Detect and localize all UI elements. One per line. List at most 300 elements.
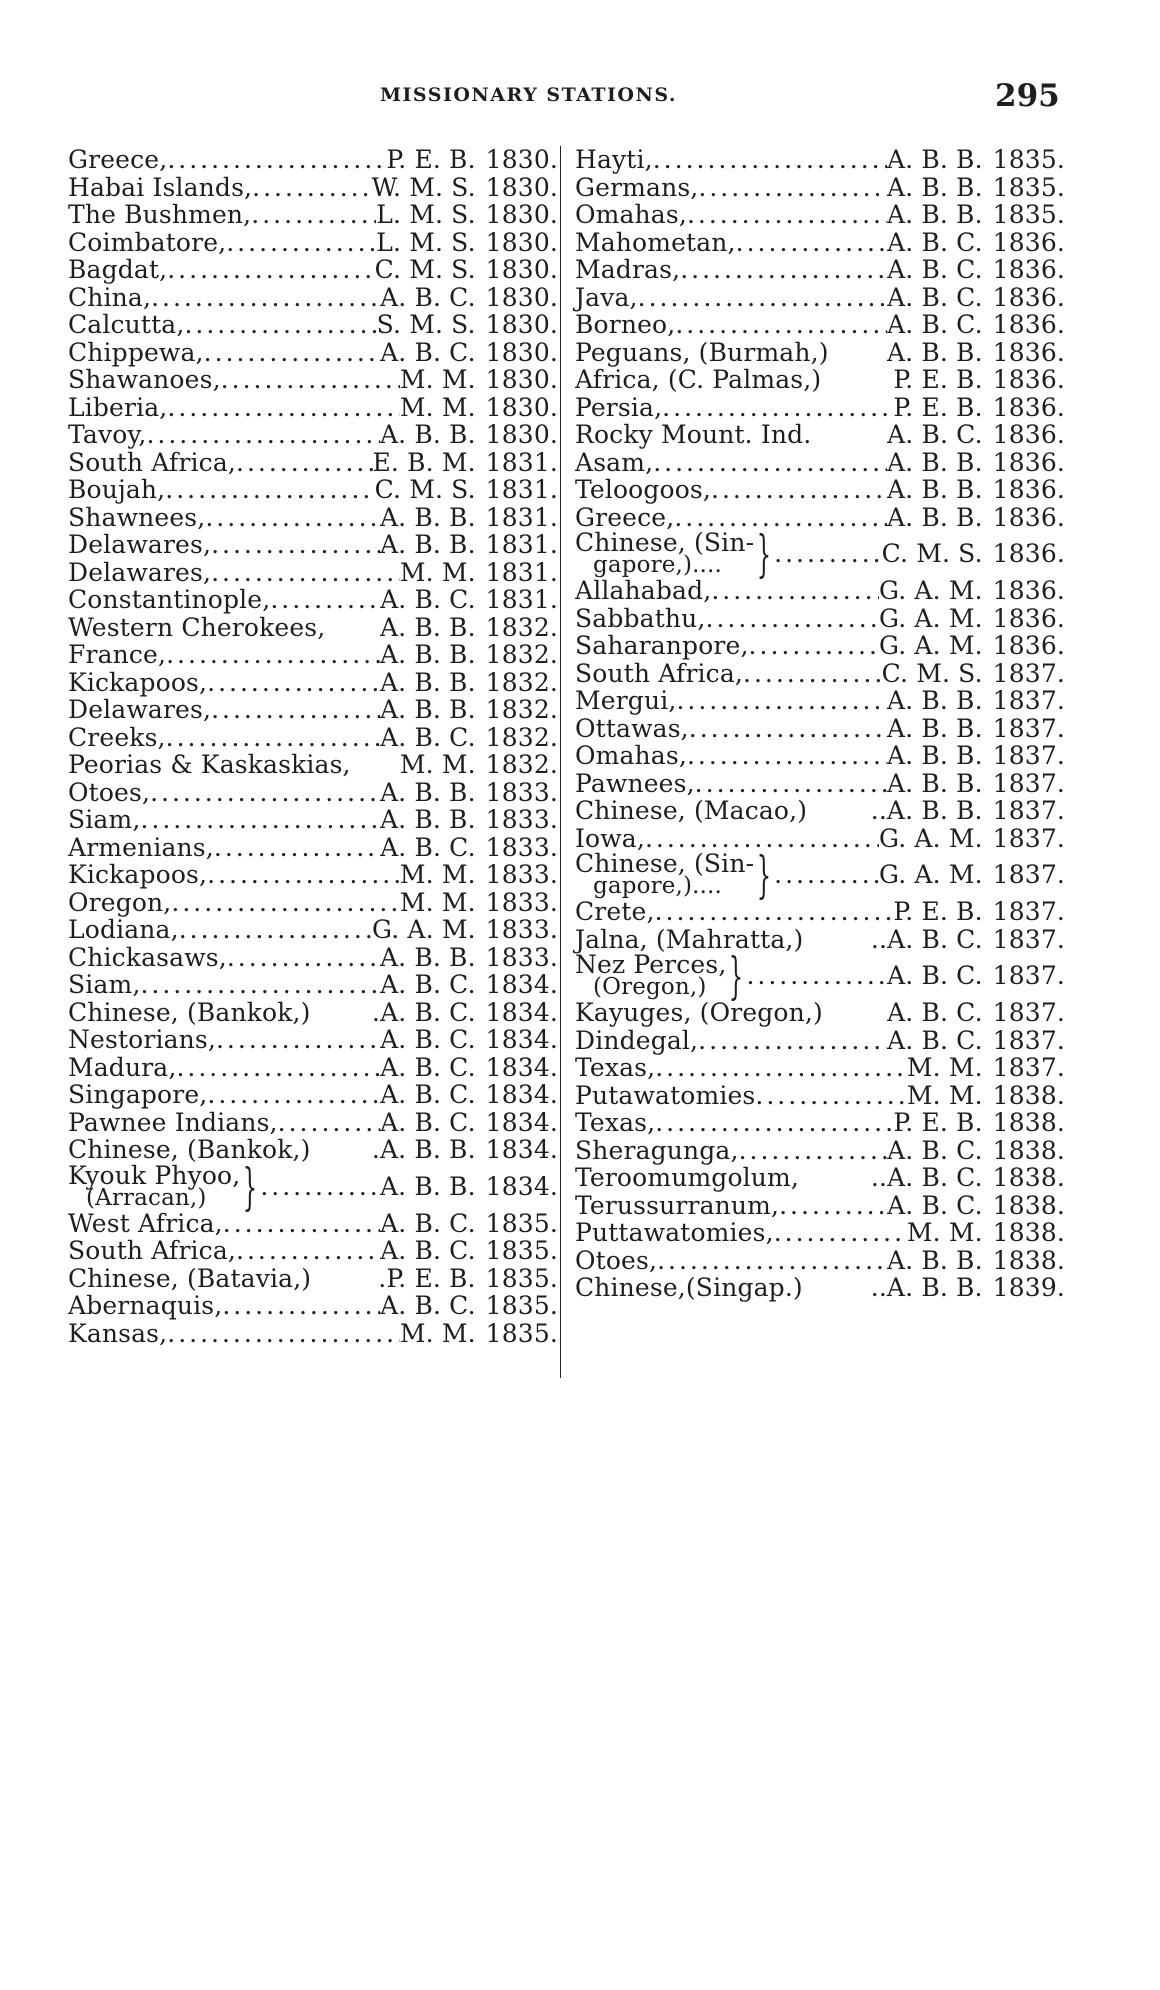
station-name: Allahabad, (575, 576, 712, 605)
station-entry (575, 742, 1065, 770)
year: 1836. (992, 603, 1065, 633)
station-entry (575, 605, 1065, 633)
station-name: Hayti, (575, 145, 653, 174)
year: 1833. (485, 887, 558, 917)
year: 1830. (485, 337, 558, 367)
society-code: A. B. C. (380, 337, 476, 367)
dot-leader (167, 146, 386, 174)
dot-leader (711, 577, 879, 605)
society-code: A. B. B. (886, 337, 983, 367)
station-entry (68, 559, 558, 587)
society-code: W. M. S. (371, 172, 476, 202)
station-entry (68, 751, 558, 779)
station-name: The Bushmen, (68, 200, 252, 229)
station-entry (68, 201, 558, 229)
station-entry (575, 1219, 1065, 1247)
society-code: A. B. B. (379, 640, 476, 669)
society-code: .P. E. B. (378, 1263, 476, 1293)
dot-leader (167, 394, 399, 422)
left-column (68, 146, 558, 1347)
station-name: Sheragunga, (575, 1135, 739, 1165)
dot-leader (680, 256, 887, 284)
dot-leader (260, 1173, 380, 1201)
year: 1834. (485, 1107, 558, 1137)
year: 1835. (992, 145, 1065, 174)
year: 1836. (992, 631, 1065, 660)
station-name: Constantinople, (68, 585, 271, 614)
year: 1838. (992, 1135, 1065, 1165)
society-code: A. B. B. (379, 1171, 476, 1201)
station-entry (575, 1274, 1065, 1302)
dot-leader (167, 1320, 400, 1348)
year: 1832. (485, 640, 558, 669)
society-code: M. M. (399, 365, 476, 394)
station-name: Puttawatomies, (575, 1218, 774, 1247)
station-name: Liberia, (68, 392, 168, 422)
dot-leader (638, 284, 887, 312)
society-code: ..A. B. C. (870, 924, 983, 954)
year: 1836. (992, 337, 1065, 367)
station-entry (68, 1292, 558, 1320)
station-name (575, 950, 727, 1000)
society-code: G. A. M. (879, 631, 983, 660)
station-name: France, (68, 640, 167, 669)
station-entry (68, 586, 558, 614)
year: 1837. (992, 796, 1065, 825)
station-entry (575, 146, 1065, 174)
society-code: C. M. S. (374, 255, 476, 284)
dot-leader (205, 504, 380, 532)
year: 1833. (485, 832, 558, 862)
station-entry (68, 476, 558, 504)
station-entry (68, 806, 558, 834)
station-entry (575, 825, 1065, 853)
year: 1834. (485, 1171, 558, 1201)
brace-mark: } (243, 1157, 258, 1216)
year: 1831. (485, 530, 558, 559)
society-code: ..A. B. B. (870, 796, 983, 825)
station-name: Mahometan, (575, 227, 736, 257)
society-code: A. B. C. (887, 420, 983, 449)
station-name: Africa, (C. Palmas,) (575, 365, 822, 394)
dot-leader (662, 394, 893, 422)
year: 1833. (485, 942, 558, 972)
year: 1833. (485, 860, 558, 889)
station-name: Putawatomies (575, 1080, 756, 1110)
year: 1830. (485, 145, 558, 174)
dot-leader (166, 724, 380, 752)
dot-leader (227, 944, 380, 972)
year: 1839. (992, 1273, 1065, 1302)
station-entry (575, 770, 1065, 798)
station-entry (575, 311, 1065, 339)
station-entry (68, 366, 558, 394)
station-name: Borneo, (575, 310, 676, 339)
dot-leader (222, 1292, 380, 1320)
station-name: Germans, (575, 172, 699, 202)
station-entry (575, 256, 1065, 284)
year: 1836. (992, 576, 1065, 605)
station-name: Persia, (575, 392, 663, 422)
brace-mark: } (756, 525, 772, 583)
society-code: S. M. S. (376, 310, 476, 339)
station-name: Siam, (68, 805, 141, 834)
station-name: Mergui, (575, 686, 677, 715)
dot-leader (211, 531, 380, 559)
station-name: West Africa, (68, 1208, 223, 1238)
dot-leader (779, 1192, 887, 1220)
station-entry (575, 846, 1065, 904)
dot-leader (176, 1054, 380, 1082)
year: 1832. (485, 667, 558, 697)
station-entry (68, 1157, 558, 1216)
dot-leader (221, 366, 400, 394)
dot-leader (653, 146, 887, 174)
dot-leader (150, 779, 380, 807)
station-name: Singapore, (68, 1080, 208, 1109)
station-name: Kansas, (68, 1318, 168, 1348)
station-name: Tavoy, (68, 420, 147, 449)
society-code: A. B. B. (886, 768, 983, 798)
station-name: Western Cherokees, (68, 612, 326, 642)
year: 1838. (992, 1108, 1065, 1137)
station-entry (575, 1192, 1065, 1220)
dot-leader (675, 311, 887, 339)
dot-leader (140, 971, 380, 999)
station-entry (575, 1247, 1065, 1275)
society-code: A. B. B. (379, 777, 476, 807)
dot-leader (676, 687, 886, 715)
dot-leader (214, 834, 380, 862)
station-entry (575, 421, 1065, 449)
society-code: P. E. B. (893, 897, 983, 926)
dot-leader (184, 311, 376, 339)
dot-leader (204, 339, 380, 367)
station-name: Asam, (575, 447, 654, 477)
society-code: A. B. C. (887, 255, 983, 284)
dot-leader (655, 1054, 907, 1082)
year: 1832. (485, 750, 558, 779)
station-entry (68, 971, 558, 999)
station-name: Boujah, (68, 475, 166, 504)
dot-leader (151, 284, 380, 312)
year: 1834. (485, 1052, 558, 1082)
year: 1833. (485, 915, 558, 944)
station-name: Delawares, (68, 530, 212, 559)
station-name: Iowa, (575, 823, 645, 853)
year: 1833. (485, 805, 558, 834)
dot-leader (167, 256, 374, 284)
station-name: Chinese, (Batavia,) (68, 1263, 312, 1293)
station-name: Delawares, (68, 557, 212, 587)
station-entry (68, 1109, 558, 1137)
society-code: A. B. B. (379, 942, 476, 972)
station-entry (575, 1137, 1065, 1165)
year: 1834. (485, 997, 558, 1027)
dot-leader (749, 632, 879, 660)
running-head: MISSIONARY STATIONS. (380, 84, 678, 106)
station-entry (575, 577, 1065, 605)
society-code: M. M. (399, 887, 476, 917)
dot-leader (774, 861, 879, 889)
society-code: A. B. B. (379, 420, 476, 449)
year: 1831. (485, 585, 558, 614)
dot-leader (711, 476, 887, 504)
dot-leader (774, 540, 882, 568)
dot-leader (689, 715, 887, 743)
station-name-line2: (Oregon,) (593, 974, 707, 1000)
station-entry (575, 632, 1065, 660)
society-code: M. M. (399, 750, 476, 779)
year: 1836. (992, 539, 1065, 569)
station-name: Texas, (575, 1108, 656, 1137)
year: 1837. (992, 768, 1065, 798)
year: 1835. (485, 1291, 558, 1320)
dot-leader (774, 1219, 907, 1247)
year: 1832. (485, 722, 558, 752)
year: 1837. (992, 897, 1065, 926)
year: 1830. (485, 420, 558, 449)
station-name-line2: (Arracan,) (86, 1184, 207, 1211)
society-code: G. A. M. (879, 860, 983, 890)
year: 1838. (992, 1190, 1065, 1220)
station-entry (575, 715, 1065, 743)
year: 1830. (485, 172, 558, 202)
dot-leader (207, 861, 400, 889)
page-header (0, 78, 1160, 118)
society-code: G. A. M. (879, 823, 983, 853)
year: 1838. (992, 1218, 1065, 1247)
station-name: Chippewa, (68, 337, 204, 367)
station-name: Rocky Mount. Ind. (575, 420, 812, 449)
station-name: Otoes, (575, 1245, 658, 1275)
station-entry (575, 1054, 1065, 1082)
station-entry (575, 660, 1065, 688)
society-code: A. B. B. (886, 713, 983, 743)
year: 1836. (992, 392, 1065, 422)
station-name: Lodiana, (68, 915, 179, 944)
station-entry (68, 284, 558, 312)
society-code: A. B. B. (379, 502, 476, 532)
station-name: Shawanoes, (68, 365, 221, 394)
station-name: Delawares, (68, 695, 212, 724)
station-name: Omahas, (575, 741, 687, 770)
station-name: Ottawas, (575, 713, 689, 743)
dot-leader (236, 449, 373, 477)
society-code: M. M. (906, 1080, 983, 1110)
station-name: Abernaquis, (68, 1291, 223, 1320)
year: 1835. (485, 1263, 558, 1293)
society-code: A. B. C. (380, 585, 476, 614)
dot-leader (207, 1081, 380, 1109)
station-entry (575, 339, 1065, 367)
station-name-line2: gapore,).... (593, 552, 722, 578)
dot-leader (251, 201, 376, 229)
station-name: Jalna, (Mahratta,) (575, 924, 804, 954)
dot-leader (736, 229, 887, 257)
station-entry (68, 1026, 558, 1054)
dot-leader (216, 1026, 380, 1054)
station-name: Greece, (68, 145, 168, 174)
dot-leader (657, 1247, 887, 1275)
station-name: South Africa, (68, 1236, 236, 1265)
dot-leader (746, 962, 887, 990)
brace-mark: } (729, 947, 744, 1005)
station-entry (575, 1164, 1065, 1192)
year: 1830. (485, 392, 558, 422)
station-entry (68, 504, 558, 532)
station-entry (575, 476, 1065, 504)
year: 1830. (485, 200, 558, 229)
society-code: A. B. C. (380, 970, 476, 999)
society-code: A. B. C. (887, 227, 983, 257)
society-code: A. B. C. (887, 1025, 983, 1055)
station-entry (575, 1027, 1065, 1055)
station-entry (575, 797, 1065, 825)
station-name: Armenians, (68, 832, 214, 862)
right-column (575, 146, 1065, 1302)
station-name: Chinese, (Macao,) (575, 796, 808, 825)
society-code: P. E. B. (893, 392, 983, 422)
year: 1838. (992, 1163, 1065, 1192)
society-code: G. A. M. (879, 576, 983, 605)
station-entry (68, 641, 558, 669)
year: 1837. (992, 924, 1065, 954)
year: 1836. (992, 447, 1065, 477)
society-code: A. B. B. (379, 530, 476, 559)
society-code: A. B. B. (886, 172, 983, 202)
station-entry (68, 1054, 558, 1082)
station-name: Texas, (575, 1053, 656, 1082)
station-name: Madras, (575, 255, 681, 284)
station-name: Chinese, (Bankok,) (68, 997, 311, 1027)
station-entry (575, 366, 1065, 394)
station-name: Kayuges, (Oregon,) (575, 998, 823, 1027)
station-entry (575, 898, 1065, 926)
station-entry (68, 1136, 558, 1164)
station-name: Saharanpore, (575, 631, 749, 660)
year: 1831. (485, 475, 558, 504)
station-name: Chinese, (Bankok,) (68, 1135, 311, 1164)
society-code: M. M. (906, 1218, 983, 1247)
station-entry (575, 926, 1065, 954)
station-entry (68, 146, 558, 174)
station-name: Kickapoos, (68, 860, 208, 889)
year: 1837. (992, 686, 1065, 715)
dot-leader (674, 504, 887, 532)
dot-leader (179, 916, 372, 944)
station-name-line1: Chinese, (Sin- (575, 849, 755, 878)
society-code: A. B. C. (380, 1236, 476, 1265)
station-entry (68, 174, 558, 202)
society-code: A. B. C. (380, 1107, 476, 1137)
year: 1834. (485, 1135, 558, 1164)
year: 1830. (485, 282, 558, 312)
station-name: Peguans, (Burmah,) (575, 337, 829, 367)
year: 1836. (992, 310, 1065, 339)
year: 1837. (992, 961, 1065, 991)
society-code: G. A. M. (879, 603, 983, 633)
society-code: A. B. C. (380, 1208, 476, 1238)
station-entry (575, 394, 1065, 422)
year: 1837. (992, 713, 1065, 743)
society-code: G. A. M. (372, 915, 476, 944)
year: 1831. (485, 447, 558, 477)
station-name: Java, (575, 282, 638, 312)
year: 1836. (992, 255, 1065, 284)
station-name: Teroomumgolum, (575, 1163, 799, 1192)
station-entry (575, 229, 1065, 257)
year: 1836. (992, 420, 1065, 449)
dot-leader (146, 421, 379, 449)
station-entry (575, 1082, 1065, 1110)
year: 1836. (992, 282, 1065, 312)
station-name: Peorias & Kaskaskias, (68, 750, 351, 779)
dot-leader (166, 641, 380, 669)
dot-leader (211, 696, 380, 724)
station-name: Chickasaws, (68, 942, 227, 972)
station-entry (68, 779, 558, 807)
society-code: L. M. S. (376, 227, 476, 257)
year: 1837. (992, 823, 1065, 853)
year: 1838. (992, 1080, 1065, 1110)
year: 1831. (485, 502, 558, 532)
station-name: Otoes, (68, 777, 151, 807)
society-code: A. B. C. (380, 832, 476, 862)
society-code: P. E. B. (893, 365, 983, 394)
station-entry (68, 861, 558, 889)
station-entry (575, 1109, 1065, 1137)
station-entry (68, 834, 558, 862)
society-code: A. B. C. (380, 722, 476, 752)
dot-leader (252, 174, 371, 202)
society-code: A. B. C. (380, 1080, 476, 1109)
year: 1835. (485, 1318, 558, 1348)
dot-leader (655, 898, 894, 926)
station-name (575, 849, 755, 899)
station-entry (68, 916, 558, 944)
station-entry (68, 1320, 558, 1348)
society-code: L. M. S. (376, 200, 476, 229)
society-code: A. B. C. (887, 1135, 983, 1165)
dot-leader (226, 229, 376, 257)
society-code: A. B. C. (887, 961, 983, 991)
station-name: South Africa, (68, 447, 236, 477)
dot-leader (270, 586, 380, 614)
station-name-line1: Nez Perces, (575, 950, 727, 979)
dot-leader (687, 742, 887, 770)
station-name: Greece, (575, 502, 675, 532)
year: 1832. (485, 695, 558, 724)
dot-leader (655, 1109, 893, 1137)
society-code: A. B. B. (886, 145, 983, 174)
station-entry (575, 687, 1065, 715)
year: 1836. (992, 502, 1065, 532)
year: 1830. (485, 227, 558, 257)
dot-leader (140, 806, 380, 834)
station-entry (68, 421, 558, 449)
society-code: .A. B. B. (371, 1135, 476, 1164)
dot-leader (687, 201, 887, 229)
station-name-line1: Kyouk Phyoo, (68, 1160, 241, 1190)
station-entry (68, 1237, 558, 1265)
society-code: A. B. C. (887, 998, 983, 1027)
society-code: A. B. B. (886, 447, 983, 477)
year: 1830. (485, 310, 558, 339)
dot-leader (706, 605, 880, 633)
station-entry (575, 174, 1065, 202)
society-code: P. E. B. (893, 1108, 983, 1137)
